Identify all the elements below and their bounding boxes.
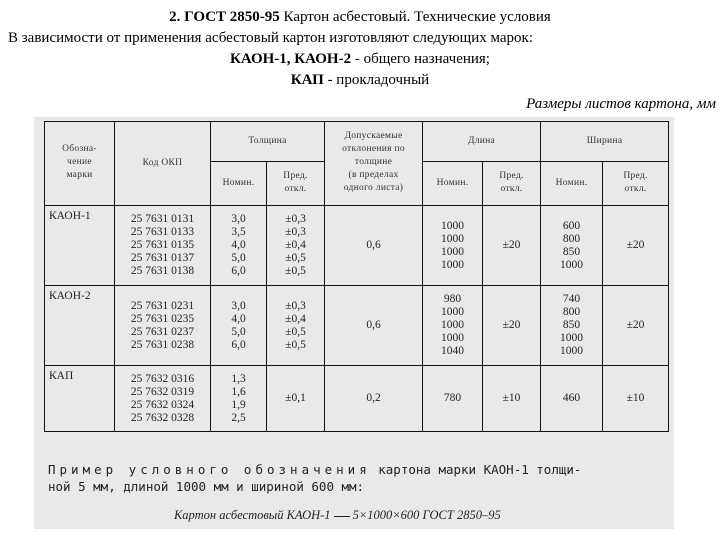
header-width: Ширина bbox=[541, 122, 669, 162]
row-length-nom: 980 1000 1000 1000 1040 bbox=[423, 286, 483, 366]
grade-gasket-desc: - прокладочный bbox=[323, 72, 430, 88]
document-title bbox=[0, 8, 720, 26]
example-line-1-rest: картона марки КАОН-1 толщи- bbox=[370, 462, 582, 477]
title-standard: 2. ГОСТ 2850-95 bbox=[169, 9, 280, 25]
row-width-dev: ±20 bbox=[603, 206, 669, 286]
header-thickness-dev: Пред. откл. bbox=[267, 162, 325, 206]
row-grade: КАП bbox=[45, 366, 115, 432]
header-thickness-nom: Номин. bbox=[211, 162, 267, 206]
row-tolerance: 0,6 bbox=[325, 286, 423, 366]
row-length-dev: ±20 bbox=[483, 286, 541, 366]
grade-gasket bbox=[0, 71, 720, 89]
header-length: Длина bbox=[423, 122, 541, 162]
row-thickness-nom: 1,3 1,6 1,9 2,5 bbox=[211, 366, 267, 432]
header-width-nom: Номин. bbox=[541, 162, 603, 206]
row-width-nom: 600 800 850 1000 bbox=[541, 206, 603, 286]
header-length-dev: Пред. откл. bbox=[483, 162, 541, 206]
row-width-dev: ±20 bbox=[603, 286, 669, 366]
sizes-table bbox=[44, 121, 669, 432]
header-grade: Обозна- чение марки bbox=[45, 122, 115, 206]
example-line-1 bbox=[48, 461, 670, 478]
table-row bbox=[45, 286, 669, 366]
row-width-dev: ±10 bbox=[603, 366, 669, 432]
row-okp: 25 7632 0316 25 7632 0319 25 7632 0324 25 7632 0328 bbox=[115, 366, 211, 432]
header-length-nom: Номин. bbox=[423, 162, 483, 206]
row-thickness-dev: ±0,1 bbox=[267, 366, 325, 432]
row-okp: 25 7631 0131 25 7631 0133 25 7631 0135 25 7631 0137 25 7631 0138 bbox=[115, 206, 211, 286]
row-okp: 25 7631 0231 25 7631 0235 25 7631 0237 25 7631 0238 bbox=[115, 286, 211, 366]
row-thickness-nom: 3,0 3,5 4,0 5,0 6,0 bbox=[211, 206, 267, 286]
intro-text: В зависимости от применения асбестовый картон изготовляют следующих марок: bbox=[8, 30, 534, 46]
designation-left: Картон асбестовый КАОН-1 bbox=[174, 508, 331, 522]
header-width-dev: Пред. откл. bbox=[603, 162, 669, 206]
row-tolerance: 0,6 bbox=[325, 206, 423, 286]
table-row bbox=[45, 366, 669, 432]
row-length-nom: 780 bbox=[423, 366, 483, 432]
row-thickness-dev: ±0,3 ±0,4 ±0,5 ±0,5 bbox=[267, 286, 325, 366]
grades-general-desc: - общего назначения; bbox=[351, 51, 490, 67]
example-note bbox=[48, 461, 670, 495]
header-thickness: Толщина bbox=[211, 122, 325, 162]
row-length-dev: ±10 bbox=[483, 366, 541, 432]
title-text: Картон асбестовый. Технические условия bbox=[279, 9, 551, 25]
row-thickness-dev: ±0,3 ±0,3 ±0,4 ±0,5 ±0,5 bbox=[267, 206, 325, 286]
dash-line bbox=[334, 516, 350, 517]
row-tolerance: 0,2 bbox=[325, 366, 423, 432]
example-designation bbox=[174, 508, 501, 523]
designation-right: 5×1000×600 ГОСТ 2850–95 bbox=[352, 508, 501, 522]
grade-gasket-name: КАП bbox=[290, 72, 324, 88]
sizes-caption: Размеры листов картона, мм bbox=[526, 96, 716, 112]
grades-general bbox=[0, 50, 720, 68]
row-width-nom: 460 bbox=[541, 366, 603, 432]
header-tolerance: Допускаемые отклонения по толщине (в пределах одного листа) bbox=[325, 122, 423, 206]
row-length-nom: 1000 1000 1000 1000 bbox=[423, 206, 483, 286]
row-length-dev: ±20 bbox=[483, 206, 541, 286]
row-thickness-nom: 3,0 4,0 5,0 6,0 bbox=[211, 286, 267, 366]
row-grade: КАОН-2 bbox=[45, 286, 115, 366]
grades-general-names: КАОН-1, КАОН-2 bbox=[230, 51, 352, 67]
header-okp: Код ОКП bbox=[115, 122, 211, 206]
row-grade: КАОН-1 bbox=[45, 206, 115, 286]
example-line-2: ной 5 мм, длиной 1000 мм и шириной 600 мм: bbox=[48, 479, 365, 494]
example-heading: Пример условного обозначения bbox=[48, 462, 371, 477]
scanned-table-image bbox=[34, 117, 674, 529]
row-width-nom: 740 800 850 1000 1000 bbox=[541, 286, 603, 366]
table-row bbox=[45, 206, 669, 286]
